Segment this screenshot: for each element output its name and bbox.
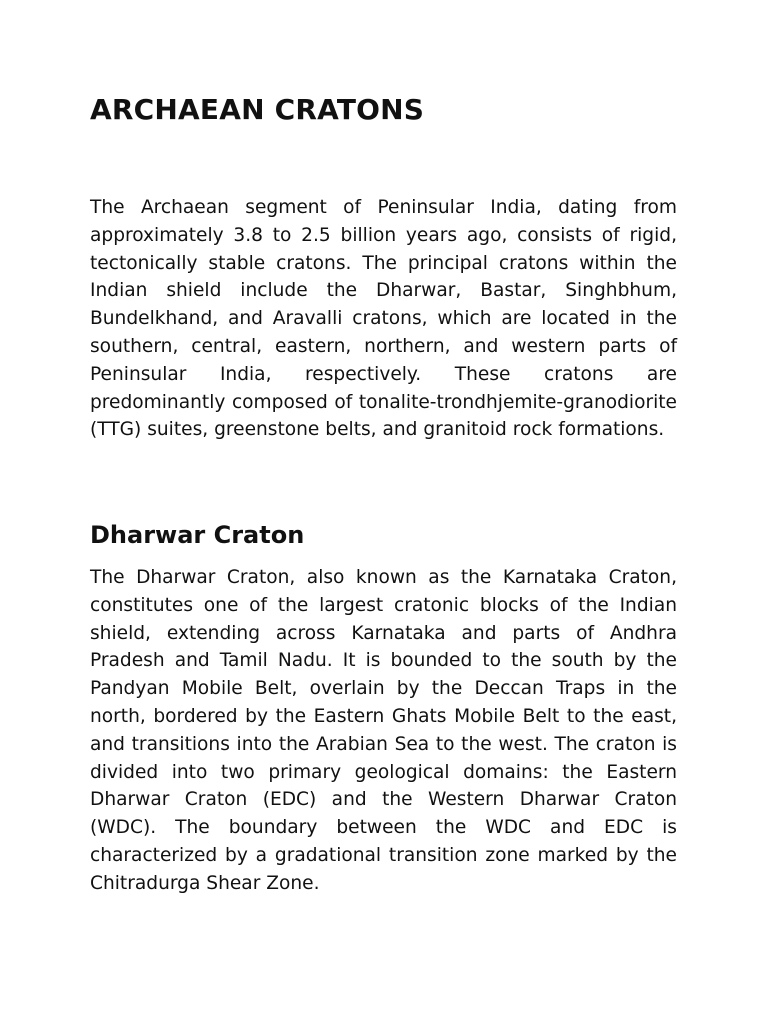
- section-heading: Dharwar Craton: [90, 521, 305, 549]
- page-title: ARCHAEAN CRATONS: [90, 93, 425, 126]
- intro-paragraph: The Archaean segment of Peninsular India, dating from approximately 3.8 to 2.5 billion years ago, consists of rigid, tectonically stable cratons. The principal cratons within the Indian shield include the Dharwar, Bastar, Singhbhum, Bundelkhand, and Aravalli cratons, which are located in the southern, central, eastern, northern, and western parts of Peninsular India, respectively. These cratons are predominantly composed of tonalite-trondhjemite-granodiorite (TTG) suites, greenstone belts, and granitoid rock formations.: [90, 197, 677, 441]
- section-paragraph: The Dharwar Craton, also known as the Karnataka Craton, constitutes one of the largest cratonic blocks of the Indian shield, extending across Karnataka and parts of Andhra Pradesh and Tamil Nadu. It is bounded to the south by the Pandyan Mobile Belt, overlain by the Deccan Traps in the north, bordered by the Eastern Ghats Mobile Belt to the east, and transitions into the Arabian Sea to the west. The craton is divided into two primary geological domains: the Eastern Dharwar Craton (EDC) and the Western Dharwar Craton (WDC). The boundary between the WDC and EDC is characterized by a gradational transition zone marked by the Chitradurga Shear Zone.: [90, 567, 677, 894]
